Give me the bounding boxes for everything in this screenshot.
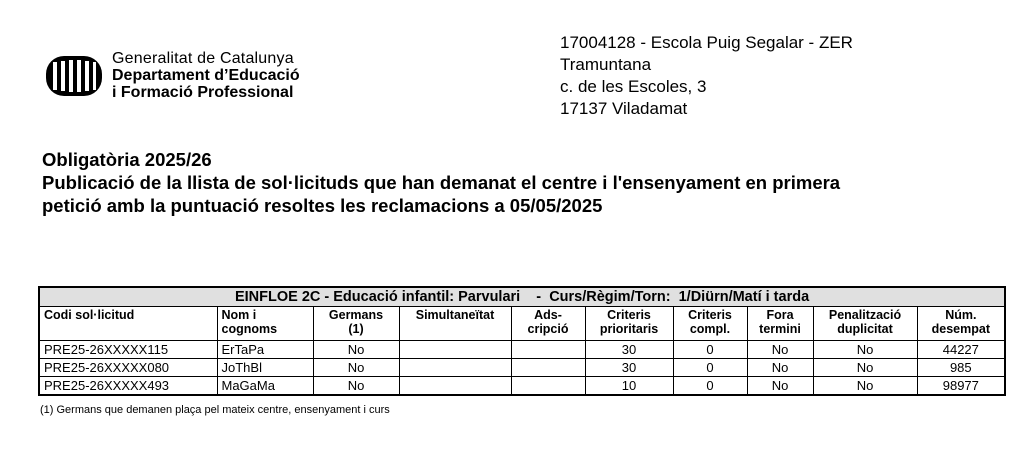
header-simultaneitat-l1: Simultaneïtat: [415, 308, 495, 322]
cell-penalitzacio: No: [813, 359, 917, 377]
cell-penalitzacio: No: [813, 377, 917, 396]
header-penalitzacio: [813, 307, 917, 341]
header-crit-c-l1: Criteris: [688, 308, 732, 322]
cell-adscripcio: [511, 341, 585, 359]
cell-criteris-compl: 0: [673, 377, 747, 396]
cell-criteris-prioritaris: 30: [585, 341, 673, 359]
cell-simultaneitat: [399, 341, 511, 359]
table-row: [39, 341, 1005, 359]
cell-fora-termini: No: [747, 359, 813, 377]
cell-codi: PRE25-26XXXXX080: [39, 359, 217, 377]
header-adscripcio-l2: cripció: [527, 322, 569, 336]
header-fora-l2: termini: [759, 322, 801, 336]
generalitat-emblem-icon: [44, 52, 104, 100]
cell-criteris-prioritaris: 30: [585, 359, 673, 377]
header-penal-l1: Penalització: [828, 308, 902, 322]
address-line-4: 17137 Viladamat: [560, 99, 688, 118]
page-heading: [42, 148, 982, 217]
header-nom-l2: cognoms: [221, 322, 278, 336]
table-title: EINFLOE 2C - Educació infantil: Parvulari - Curs/Règim/Torn: 1/Diürn/Matí i tarda: [39, 287, 1005, 307]
header-adscripcio: [511, 307, 585, 341]
header-num-desempat: [917, 307, 1005, 341]
header-nom: [217, 307, 313, 341]
header-adscripcio-l1: Ads-: [534, 308, 562, 322]
heading-line-3: petició amb la puntuació resoltes les reclamacions a 05/05/2025: [42, 195, 603, 216]
header-crit-c-l2: compl.: [689, 322, 731, 336]
cell-codi: PRE25-26XXXXX115: [39, 341, 217, 359]
header-nom-l1: Nom i: [221, 308, 257, 322]
cell-num-desempat: 44227: [917, 341, 1005, 359]
header-fora-termini: [747, 307, 813, 341]
cell-nom: MaGaMa: [217, 377, 313, 396]
table-row: [39, 359, 1005, 377]
footnote: (1) Germans que demanen plaça pel mateix centre, ensenyament i curs: [40, 404, 390, 416]
header-germans-l1: Germans: [328, 308, 384, 322]
header-codi: [39, 307, 217, 341]
cell-simultaneitat: [399, 359, 511, 377]
cell-codi: PRE25-26XXXXX493: [39, 377, 217, 396]
applications-table: [38, 286, 1006, 396]
address-line-2: Tramuntana: [560, 55, 652, 74]
cell-num-desempat: 98977: [917, 377, 1005, 396]
header-num-l1: Núm.: [945, 308, 977, 322]
cell-nom: ErTaPa: [217, 341, 313, 359]
cell-germans: No: [313, 377, 399, 396]
header-germans-l2: (1): [348, 322, 364, 336]
cell-germans: No: [313, 341, 399, 359]
logo-line-1: Generalitat de Catalunya: [112, 50, 294, 67]
cell-penalitzacio: No: [813, 341, 917, 359]
header-num-l2: desempat: [931, 322, 990, 336]
logo-line-2: Departament d’Educació: [112, 67, 300, 84]
applications-table-wrap: [38, 286, 1004, 396]
header-codi-l1: Codi sol·licitud: [44, 308, 135, 322]
header-fora-l1: Fora: [766, 308, 794, 322]
cell-nom: JoThBl: [217, 359, 313, 377]
generalitat-logo: [44, 50, 300, 101]
cell-germans: No: [313, 359, 399, 377]
heading-line-2: Publicació de la llista de sol·licituds que han demanat el centre i l'ensenyament en primera: [42, 172, 841, 193]
address-line-1: 17004128 - Escola Puig Segalar - ZER: [560, 33, 853, 52]
cell-criteris-compl: 0: [673, 341, 747, 359]
school-address: [560, 32, 853, 120]
logo-line-3: i Formació Professional: [112, 84, 294, 101]
cell-adscripcio: [511, 377, 585, 396]
header-simultaneitat: [399, 307, 511, 341]
cell-num-desempat: 985: [917, 359, 1005, 377]
cell-adscripcio: [511, 359, 585, 377]
header-criteris-prioritaris: [585, 307, 673, 341]
cell-fora-termini: No: [747, 341, 813, 359]
header-crit-p-l2: prioritaris: [599, 322, 659, 336]
address-line-3: c. de les Escoles, 3: [560, 77, 707, 96]
cell-simultaneitat: [399, 377, 511, 396]
cell-fora-termini: No: [747, 377, 813, 396]
heading-line-1: Obligatòria 2025/26: [42, 149, 212, 170]
header-crit-p-l1: Criteris: [607, 308, 651, 322]
header-germans: [313, 307, 399, 341]
header-penal-l2: duplicitat: [837, 322, 893, 336]
cell-criteris-prioritaris: 10: [585, 377, 673, 396]
table-row: [39, 377, 1005, 396]
header-criteris-compl: [673, 307, 747, 341]
cell-criteris-compl: 0: [673, 359, 747, 377]
